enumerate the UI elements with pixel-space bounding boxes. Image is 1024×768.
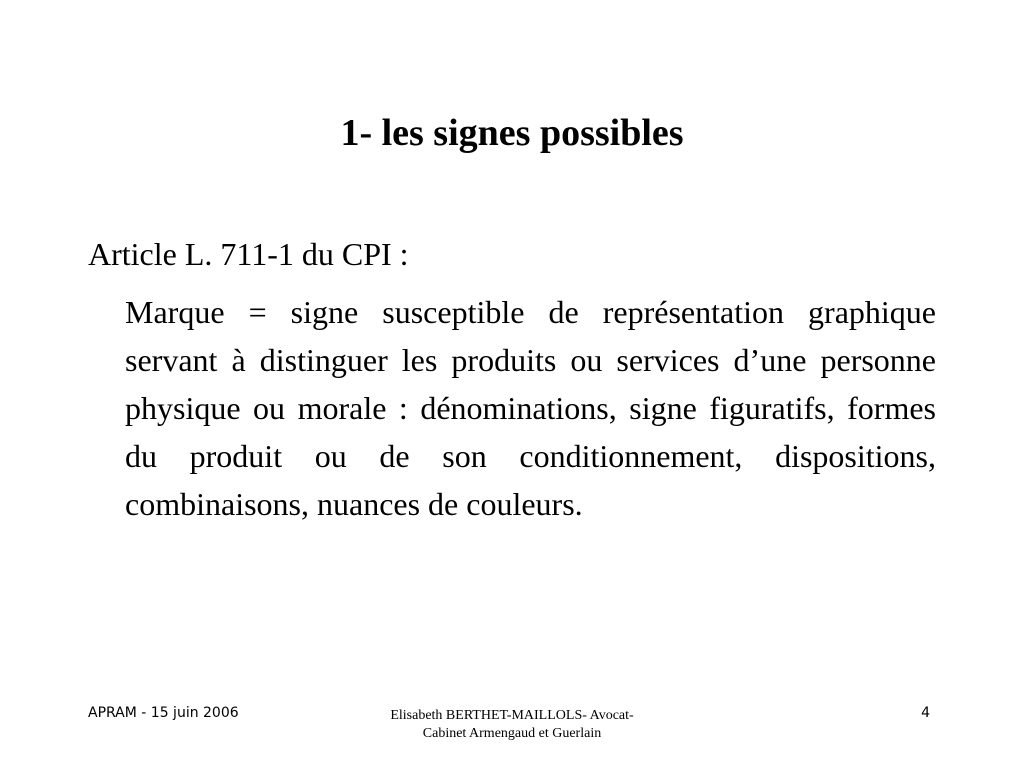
article-body: Marque = signe susceptible de représentation graphique servant à distinguer les produits ou services d’une personne physique ou morale : dénominations, signe figuratifs, formes du produit ou de son conditionnement, dispositions, combinaisons, nuances de couleurs.	[125, 294, 936, 522]
article-heading: Article L. 711-1 du CPI :	[88, 236, 409, 272]
page-number: 4	[921, 705, 930, 721]
slide-title: 1- les signes possibles	[340, 112, 684, 154]
footer-author-line-2: Cabinet Armengaud et Guerlain	[422, 726, 602, 741]
footer-author	[312, 707, 712, 743]
footer-date: APRAM - 15 juin 2006	[88, 705, 239, 721]
footer-author-line-1: Elisabeth BERTHET-MAILLOLS- Avocat-	[390, 708, 634, 723]
